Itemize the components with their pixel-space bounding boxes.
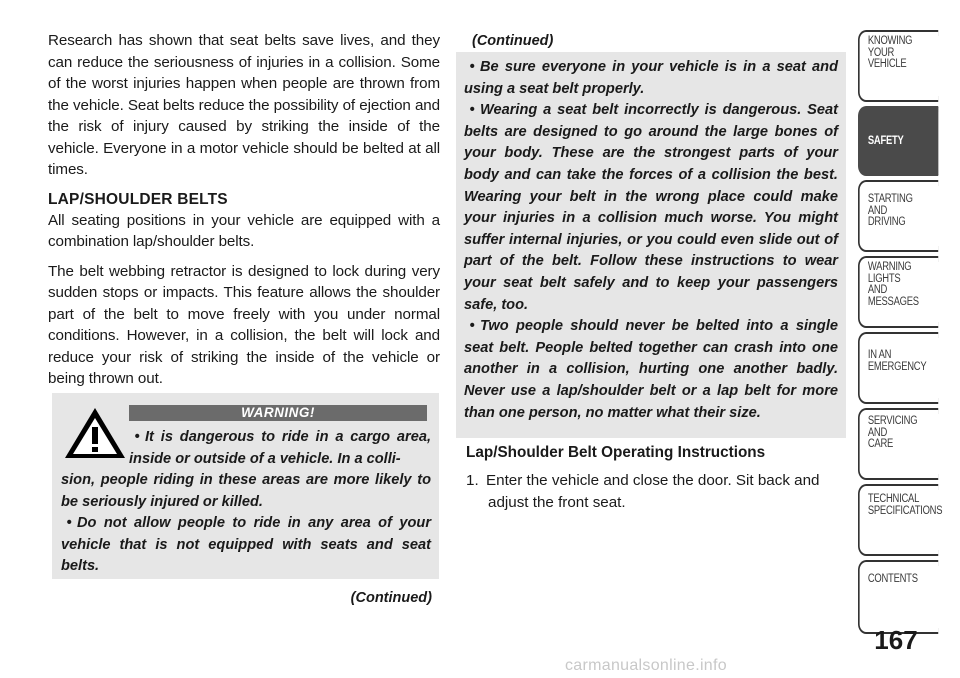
tab-line: SAFETY <box>867 135 904 147</box>
page-number: 167 <box>874 625 918 655</box>
bullet-glyph: • <box>469 102 475 119</box>
tab-contents[interactable] <box>858 560 938 634</box>
step-1-first: Enter the vehicle and close the door. Sit back and <box>486 472 820 489</box>
warning-continued-box <box>456 52 846 438</box>
right-bullet-2 <box>464 100 838 316</box>
lap-shoulder-paragraph-2: The belt webbing retractor is designed to lock during very sudden stops or impacts. This feature allows the shoulder part of the belt to move freely with you under normal conditions. However, in a collision, the belt will lock and reduce your risk of striking the inside of the vehicle or being thrown out. <box>48 262 440 387</box>
right-bullet-1-text: Be sure everyone in your vehicle is in a seat and using a seat belt properly. <box>464 59 838 97</box>
tab-safety[interactable] <box>858 106 938 176</box>
section-heading: LAP/SHOULDER BELTS <box>48 190 228 208</box>
bullet-glyph: • <box>469 59 475 75</box>
tab-knowing-your-vehicle[interactable] <box>858 30 938 102</box>
warning-continued-list <box>464 57 838 424</box>
watermark: carmanualsonline.info <box>565 657 727 674</box>
tab-line: CONTENTS <box>867 573 918 585</box>
tab-line: AND <box>867 204 888 217</box>
warning-bullet-2 <box>61 513 431 578</box>
tab-line: CARE <box>867 438 894 450</box>
warning-body <box>61 427 431 578</box>
continued-label-right: (Continued) <box>472 33 554 49</box>
right-bullet-1 <box>464 57 838 100</box>
tab-line: MESSAGES <box>867 295 919 308</box>
tab-line: DRIVING <box>867 216 906 228</box>
bullet-glyph: • <box>469 318 475 335</box>
tab-warning-lights-and-messages[interactable] <box>858 256 938 328</box>
tab-technical-specifications[interactable] <box>858 484 943 556</box>
tab-line: WARNING <box>867 261 912 273</box>
step-1-rest: adjust the front seat. <box>488 493 626 511</box>
tab-line: AND <box>867 426 888 439</box>
tab-servicing-and-care[interactable] <box>858 408 938 480</box>
step-number: 1. <box>466 472 479 489</box>
tab-line: AND <box>867 284 888 296</box>
warning-banner: WARNING! <box>129 405 427 421</box>
right-bullet-3-text: Two people should never be belted into a single seat belt. People belted together can crash into one another in a collision, hurting one another badly. Never use a lap/shoulder belt or a lap belt for more than one person, no matter what their size. <box>464 318 838 421</box>
continued-label-left: (Continued) <box>350 590 432 606</box>
intro-paragraph: Research has shown that seat belts save lives, and they can reduce the seriousness of injuries in a collision. Some of the worst injuries happen when people are thrown from the vehicle. Seat belts reduce the possibility of ejection and the risk of injury caused by striking the inside of the vehicle. Everyone in a motor vehicle should be belted at all times. <box>48 32 440 178</box>
tab-line: IN AN <box>867 349 892 361</box>
tab-line: KNOWING <box>867 35 913 47</box>
bullet-glyph: • <box>66 515 72 531</box>
tab-line: TECHNICAL <box>867 493 920 505</box>
bullet-glyph: • <box>134 429 140 445</box>
tab-line: VEHICLE <box>867 58 907 70</box>
tab-line: EMERGENCY <box>867 360 927 373</box>
right-bullet-2-text: Wearing a seat belt incorrectly is dangerous. Seat belts are designed to go around the large bones of your body. These are the strongest parts of your body and can take the forces of a collision the best. Wearing your belt in the wrong place could make your injuries in a collision much worse. You might suffer internal injuries, or you could even slide out of part of the belt. Follow these instructions to wear your seat belt safely and to keep your passengers safe, too. <box>464 102 838 313</box>
warning-bullet-2-text: Do not allow people to ride in any area of your vehicle that is not equipped with seats and seat belts. <box>61 515 431 574</box>
tab-starting-and-driving[interactable] <box>858 180 938 252</box>
warning-bullet-1-rest: sion, people riding in these areas are more likely to be seriously injured or killed. <box>61 472 431 510</box>
tab-line: LIGHTS <box>867 272 901 285</box>
tab-line: SPECIFICATIONS <box>867 504 943 517</box>
instruction-step-1 <box>466 470 846 513</box>
warning-bullet-1-text: It is dangerous to ride in a cargo area, inside or outside of a vehicle. In a colli- <box>129 429 431 467</box>
left-column <box>48 30 440 398</box>
tab-line: YOUR <box>867 46 895 59</box>
tab-line: SERVICING <box>867 415 918 427</box>
warning-box <box>52 393 439 579</box>
tab-line: STARTING <box>867 193 913 205</box>
operating-instructions-heading: Lap/Shoulder Belt Operating Instructions <box>466 444 766 461</box>
step-1-line <box>466 470 846 513</box>
warning-bullet-1-first <box>61 427 431 470</box>
tab-in-an-emergency[interactable] <box>858 332 938 404</box>
right-bullet-3 <box>464 316 838 424</box>
lap-shoulder-paragraph-1: All seating positions in your vehicle are equipped with a combination lap/shoulder belts. <box>48 211 440 250</box>
